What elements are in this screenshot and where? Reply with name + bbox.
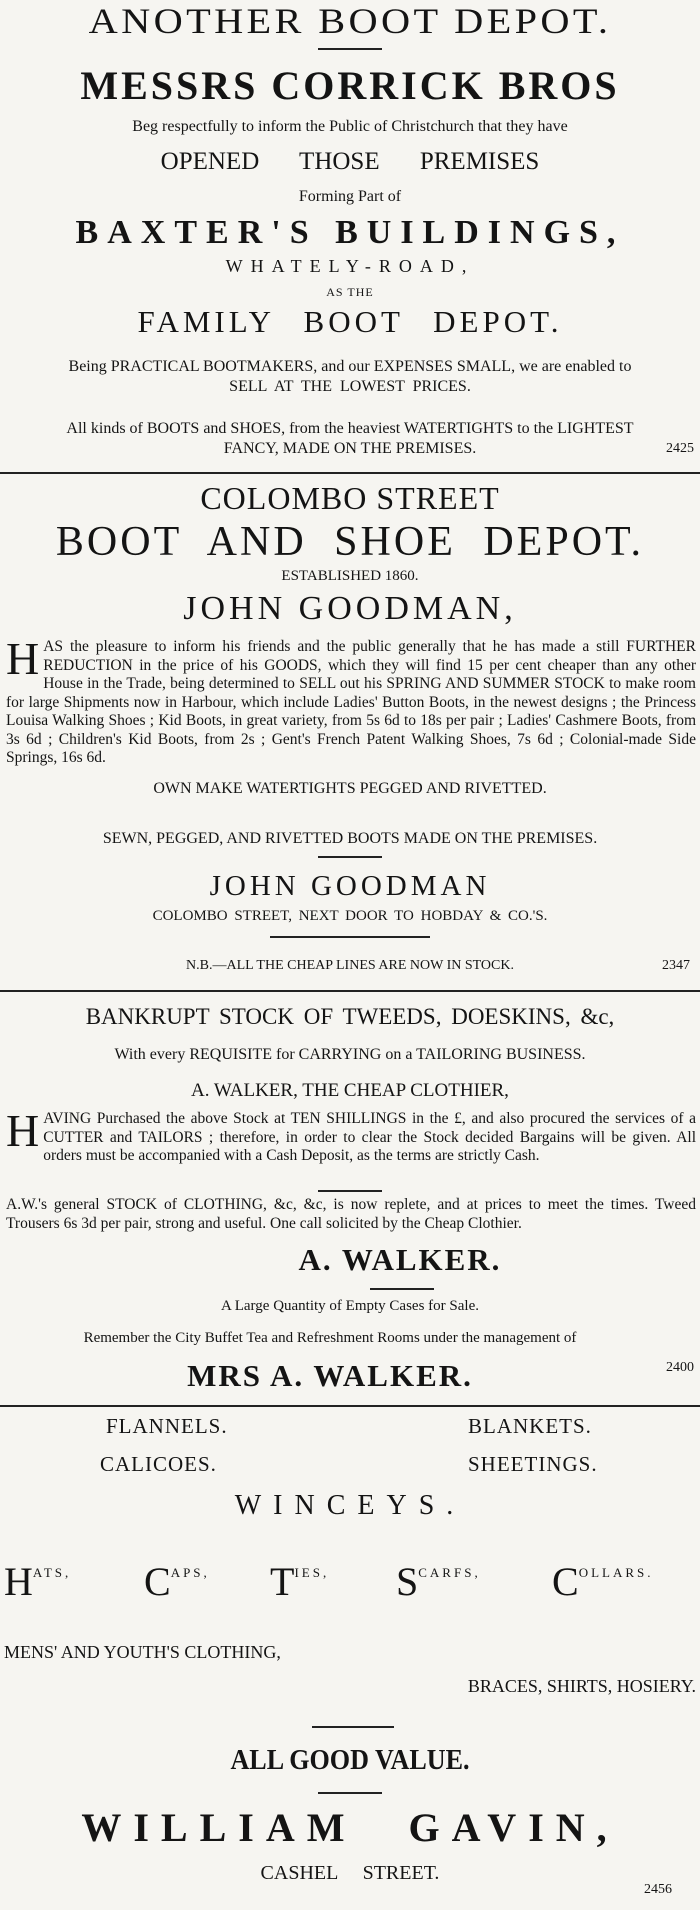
ad3-headline: BANKRUPT STOCK OF TWEEDS, DOESKINS, &c, — [85, 1004, 615, 1029]
ad4-name: WILLIAM GAVIN, — [81, 1805, 619, 1850]
ad2-address: COLOMBO STREET, NEXT DOOR TO HOBDAY & CO.'S. — [152, 908, 548, 924]
ad1-number: 2425 — [666, 441, 694, 456]
ad4-ties: $T^{IES,}$ — [270, 1559, 330, 1604]
ad4-sheetings: SHEETINGS. — [468, 1452, 598, 1476]
ad3-firm: A. WALKER, THE CHEAP CLOTHIER, — [191, 1080, 509, 1101]
ad2-number: 2347 — [662, 958, 690, 973]
ad3-number: 2400 — [666, 1360, 694, 1375]
divider — [318, 856, 382, 858]
ad3-paragraph1-block — [6, 1105, 696, 1166]
ad4-braces: BRACES, SHIRTS, HOSIERY. — [467, 1676, 696, 1696]
divider — [270, 936, 430, 938]
divider — [318, 48, 382, 50]
ad1-as-the: AS THE — [326, 285, 374, 299]
ad1-body1a: Being PRACTICAL BOOTMAKERS, and our EXPENSES SMALL, we are enabled to — [68, 358, 632, 375]
ad3-signature: A. WALKER. — [298, 1242, 502, 1277]
ad4-winceys: WINCEYS. — [234, 1490, 466, 1521]
ad4-calicoes: CALICOES. — [100, 1452, 217, 1476]
ad3-remember: Remember the City Buffet Tea and Refreshment Rooms under the management of — [83, 1330, 577, 1346]
ad2-established: ESTABLISHED 1860. — [281, 568, 419, 584]
ad1-body2a: All kinds of BOOTS and SHOES, from the heaviest WATERTIGHTS to the LIGHTEST — [66, 420, 634, 437]
ad2-paragraph-block — [6, 633, 696, 768]
ad4-street: CASHEL STREET. — [260, 1862, 440, 1884]
ad4-flannels: FLANNELS. — [106, 1414, 228, 1438]
ad1-headline: ANOTHER BOOT DEPOT. — [88, 1, 612, 41]
ad4-blankets: BLANKETS. — [468, 1414, 592, 1438]
ad4-number: 2456 — [644, 1882, 672, 1897]
divider — [370, 1288, 434, 1290]
ad3-subline: With every REQUISITE for CARRYING on a TAILORING BUSINESS. — [114, 1046, 586, 1063]
ad3-paragraph1: AVING Purchased the above Stock at TEN SHILLINGS in the £, and also procured the services of a CUTTER and TAILORS ; therefore, in order to clear the Stock decided Bargains will be given. All orders must be accompanied with a Cash Deposit, as the terms are strictly Cash. — [43, 1110, 696, 1164]
ad4-collars: $C^{OLLARS.}$ — [552, 1559, 654, 1604]
ad1-road: WHATELY-ROAD, — [225, 256, 475, 276]
ad2-nb: N.B.—ALL THE CHEAP LINES ARE NOW IN STOCK. — [186, 958, 514, 973]
ad2-headline: BOOT AND SHOE DEPOT. — [55, 519, 645, 565]
ad1-line1: Beg respectfully to inform the Public of Christchurch that they have — [132, 118, 568, 135]
ad4-mens: MENS' AND YOUTH'S CLOTHING, — [4, 1642, 281, 1662]
ad2-street: COLOMBO STREET — [200, 480, 500, 516]
ad1-body1b: SELL AT THE LOWEST PRICES. — [229, 378, 471, 395]
ad3-cases: A Large Quantity of Empty Cases for Sale. — [220, 1298, 479, 1314]
ad2-own-make: OWN MAKE WATERTIGHTS PEGGED AND RIVETTED. — [153, 780, 547, 797]
ad1-firm: MESSRS CORRICK BROS — [80, 63, 620, 108]
ad1-building: BAXTER'S BUILDINGS, — [75, 214, 625, 251]
section-rule — [0, 990, 700, 992]
ad1-depot: FAMILY BOOT DEPOT. — [137, 304, 563, 339]
ad2-paragraph: AS the pleasure to inform his friends and the public generally that he has made a still FURTHER REDUCTION in the price of his GOODS, which they will find 15 per cent cheaper than any other House in the Trade, being determined to SELL out his SPRING AND SUMMER STOCK to make room for large Shipments now in Harbour, which include Ladies' Button Boots, in the newest designs ; the Princess Louisa Walking Shoes ; Kid Boots, in great variety, from 5s 6d to 18s per pair ; Ladies' Cashmere Boots, from 3s 6d ; Children's Kid Boots, from 2s ; Gent's French Patent Walking Shoes, 7s 6d ; Colonial-made Side Springs, 16s 6d. — [6, 638, 696, 766]
ad3-mrs: MRS A. WALKER. — [187, 1358, 473, 1393]
ad4-value: ALL GOOD VALUE. — [230, 1744, 470, 1776]
ad2-name2: JOHN GOODMAN — [209, 870, 491, 902]
divider — [318, 1190, 382, 1192]
ad2-name: JOHN GOODMAN, — [183, 590, 517, 627]
ad3-paragraph2: A.W.'s general STOCK of CLOTHING, &c, &c, is now replete, and at prices to meet the times. Tweed Trousers 6s 3d per pair, strong and useful. One call solicited by the Cheap Clothier. — [6, 1196, 696, 1232]
ad4-hats: $H^{ATS,}$ — [4, 1559, 72, 1604]
ad4-caps: $C^{APS,}$ — [144, 1559, 210, 1604]
ad1-line2: OPENED THOSE PREMISES — [160, 148, 540, 175]
ad1-line3: Forming Part of — [298, 188, 402, 205]
ad3-drop-cap: H — [6, 1105, 40, 1156]
divider — [312, 1726, 394, 1728]
ad4-scarfs: $S^{CARFS,}$ — [396, 1559, 481, 1604]
section-rule — [0, 1405, 700, 1407]
ad2-sewn: SEWN, PEGGED, AND RIVETTED BOOTS MADE ON THE PREMISES. — [102, 830, 598, 847]
divider — [318, 1792, 382, 1794]
ad2-drop-cap: H — [6, 633, 40, 684]
ad1-body2b: FANCY, MADE ON THE PREMISES. — [223, 440, 477, 457]
section-rule — [0, 472, 700, 474]
